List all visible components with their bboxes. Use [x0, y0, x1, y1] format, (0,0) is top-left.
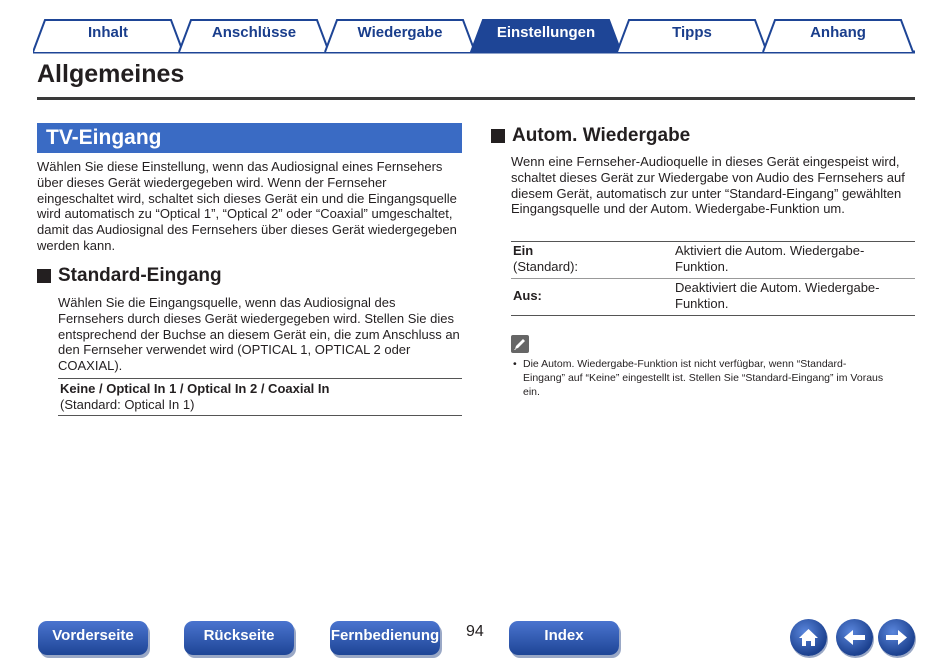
text-line: ein. [523, 386, 540, 398]
subheading-auto-play [491, 125, 690, 147]
tab-tipps[interactable]: Tipps [672, 24, 712, 41]
subheading-label: Standard-Eingang [58, 265, 222, 286]
page-number: 94 [466, 623, 484, 640]
note-item [513, 357, 913, 399]
text-line: Aktiviert die Autom. Wiedergabe- [675, 243, 865, 258]
option-on-default: (Standard): [513, 259, 579, 274]
text-line: damit das Audiosignal des Fernsehers über dieses Gerät wiedergegeben [37, 222, 457, 238]
option-on-description [675, 243, 864, 275]
arrow-left-icon [836, 619, 873, 656]
square-bullet-icon [37, 269, 51, 283]
text-line: Eingangsquelle und der Autom. Wiedergabe-Funktion um. [511, 201, 845, 217]
remote-control-button[interactable]: Fernbedienung [330, 621, 440, 655]
tab-inhalt[interactable]: Inhalt [88, 24, 128, 41]
rear-panel-button[interactable]: Rückseite [184, 621, 294, 655]
auto-play-description [511, 154, 921, 217]
text-line: Die Autom. Wiedergabe-Funktion ist nicht verfügbar, wenn “Standard- [523, 358, 847, 370]
subheading-standard-input [37, 265, 222, 287]
pencil-icon-glyph [511, 335, 529, 353]
home-icon [790, 619, 827, 656]
text-line: Deaktiviert die Autom. Wiedergabe- [675, 280, 880, 295]
tab-bar [33, 17, 915, 54]
text-line: über dieses Gerät wiedergegeben wird. Wenn der Fernseher [37, 174, 387, 190]
table-top-rule [511, 241, 915, 242]
standard-input-default: (Standard: Optical In 1) [60, 397, 195, 412]
text-line: diesem Gerät, automatisch zur unter “Standard-Eingang” gewählten [511, 185, 902, 201]
tab-wiedergabe[interactable]: Wiedergabe [357, 24, 443, 41]
option-off: Aus: [513, 288, 542, 303]
pencil-icon [511, 335, 529, 353]
text-line: Funktion. [675, 295, 729, 311]
table-bottom-rule [58, 415, 462, 416]
text-line: COAXIAL). [58, 358, 123, 374]
index-button[interactable]: Index [509, 621, 619, 655]
text-line: Eingang” auf “Keine” eingestellt ist. Stellen Sie “Standard-Eingang” im Voraus [523, 372, 884, 384]
text-line: entsprechend der Buchse an diesem Gerät ein, die zum Anschluss an [58, 326, 460, 342]
text-line: Funktion. [675, 258, 729, 274]
forward-button[interactable] [878, 619, 915, 656]
tab-anschluesse[interactable]: Anschlüsse [211, 24, 297, 41]
text-line: wird automatisch zu “Optical 1”, “Optical 2” oder “Coaxial” umgeschaltet, [37, 206, 453, 222]
text-line: Wählen Sie diese Einstellung, wenn das Audiosignal eines Fernsehers [37, 159, 443, 174]
section-heading-tv-input: TV-Eingang [37, 123, 462, 153]
front-panel-button[interactable]: Vorderseite [38, 621, 148, 655]
text-line: Wählen Sie die Eingangsquelle, wenn das Audiosignal des [58, 295, 396, 310]
text-line: schaltet dieses Gerät zur Wiedergabe von Audio des Fernsehers auf [511, 169, 905, 185]
text-line: eingeschaltet wird, schaltet sich dieses Gerät ein und die Eingangsquelle [37, 190, 457, 206]
standard-input-options: Keine / Optical In 1 / Optical In 2 / Coaxial In [60, 381, 330, 396]
title-divider [37, 97, 915, 100]
square-bullet-icon [491, 129, 505, 143]
back-button[interactable] [836, 619, 873, 656]
note [513, 357, 913, 399]
option-on: Ein [513, 243, 534, 258]
tv-input-description [37, 159, 467, 254]
standard-input-description [58, 295, 468, 374]
page-title: Allgemeines [37, 60, 185, 88]
table-top-rule [58, 378, 462, 379]
text-line: den Fernseher verwendet wird (OPTICAL 1, OPTICAL 2 oder [58, 342, 411, 358]
arrow-right-icon [878, 619, 915, 656]
bullet-icon: • [513, 358, 517, 370]
home-button[interactable] [790, 619, 827, 656]
text-line: Fernsehers durch dieses Gerät wiedergegeben wird. Stellen Sie dies [58, 310, 454, 326]
table-bottom-rule [511, 315, 915, 316]
option-off-description [675, 280, 879, 312]
tab-anhang[interactable]: Anhang [810, 24, 866, 41]
tab-einstellungen[interactable]: Einstellungen [496, 24, 596, 41]
text-line: werden kann. [37, 237, 116, 253]
table-row-rule [511, 278, 915, 279]
text-line: Wenn eine Fernseher-Audioquelle in dieses Gerät eingespeist wird, [511, 154, 900, 169]
subheading-label: Autom. Wiedergabe [512, 125, 691, 146]
